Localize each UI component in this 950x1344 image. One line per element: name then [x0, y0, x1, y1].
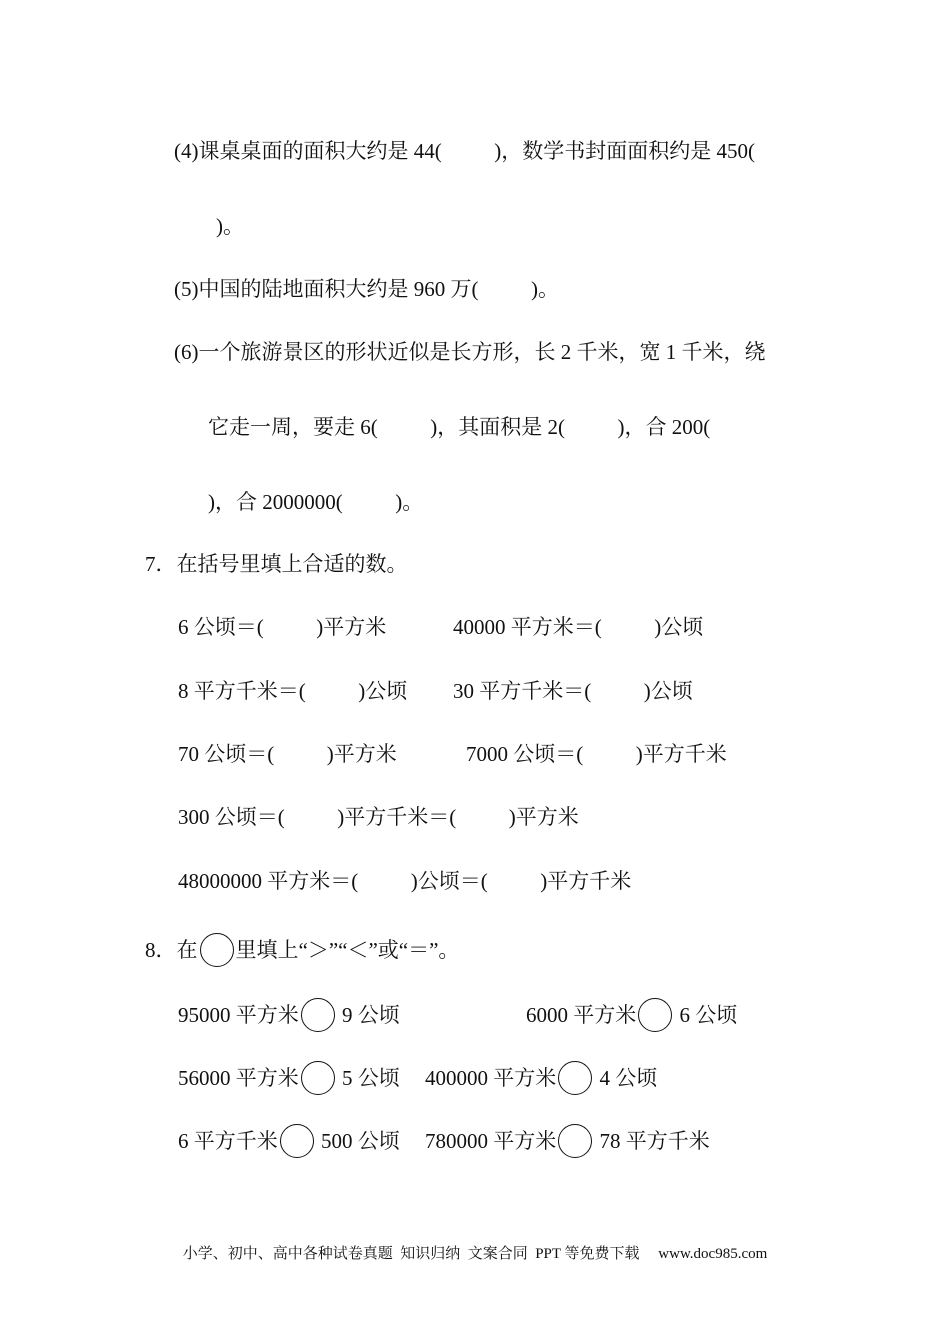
q7-row2a: 8 平方千米＝( )公顷	[178, 679, 408, 703]
answer-circle[interactable]	[280, 1124, 314, 1158]
answer-circle[interactable]	[638, 998, 672, 1032]
circle-blank-icon	[200, 933, 234, 967]
q8-c4-left: 400000 平方米	[425, 1066, 557, 1090]
q8-c4-right: 4 公顷	[594, 1066, 658, 1090]
q8-c5-left: 6 平方千米	[178, 1129, 278, 1153]
q6-item6-line2: 它走一周，要走 6( )，其面积是 2( )，合 200(	[208, 415, 711, 439]
q8-c3-right: 5 公顷	[336, 1066, 400, 1090]
q8-c6-left: 780000 平方米	[425, 1129, 557, 1153]
q6-item4-line1: (4)课桌桌面的面积大约是 44( )，数学书封面面积约是 450(	[174, 139, 755, 163]
q7-row3a: 70 公顷＝( )平方米	[178, 742, 397, 766]
q6-item6-line3: )，合 2000000( )。	[208, 490, 424, 514]
q7-row3b: 7000 公顷＝( )平方千米	[466, 742, 727, 766]
answer-circle[interactable]	[558, 1124, 592, 1158]
q8-compare-5	[178, 1124, 400, 1152]
q7-row2b: 30 平方千米＝( )公顷	[453, 679, 693, 703]
answer-circle[interactable]	[301, 1061, 335, 1095]
q7-row1b: 40000 平方米＝( )公顷	[453, 615, 704, 639]
q7-row5: 48000000 平方米＝( )公顷＝( )平方千米	[178, 869, 632, 893]
q8-c3-left: 56000 平方米	[178, 1066, 299, 1090]
q7-title: 7．在括号里填上合适的数。	[145, 552, 408, 576]
q8-c1-left: 95000 平方米	[178, 1003, 299, 1027]
q8-compare-4	[425, 1061, 657, 1089]
q7-row1a: 6 公顷＝( )平方米	[178, 615, 387, 639]
q8-c6-right: 78 平方千米	[594, 1129, 710, 1153]
q8-c2-left: 6000 平方米	[526, 1003, 637, 1027]
q7-row4: 300 公顷＝( )平方千米＝( )平方米	[178, 805, 579, 829]
q8-title-pre: 8．在	[145, 938, 198, 962]
answer-circle[interactable]	[558, 1061, 592, 1095]
q8-title	[145, 933, 459, 961]
answer-circle[interactable]	[301, 998, 335, 1032]
q8-compare-1	[178, 998, 400, 1026]
q8-c5-right: 500 公顷	[315, 1129, 400, 1153]
q6-item4-line2: )。	[216, 214, 244, 238]
q8-compare-3	[178, 1061, 400, 1089]
page-footer: 小学、初中、高中各种试卷真题 知识归纳 文案合同 PPT 等免费下载 www.doc985.com	[182, 1246, 768, 1262]
q8-compare-6	[425, 1124, 710, 1152]
q8-compare-2	[526, 998, 737, 1026]
q8-title-post: 里填上“＞”“＜”或“＝”。	[235, 938, 460, 962]
q6-item6-line1: (6)一个旅游景区的形状近似是长方形，长 2 千米，宽 1 千米，绕	[174, 340, 766, 364]
q8-c2-right: 6 公顷	[674, 1003, 738, 1027]
q8-c1-right: 9 公顷	[336, 1003, 400, 1027]
q6-item5: (5)中国的陆地面积大约是 960 万( )。	[174, 277, 559, 301]
